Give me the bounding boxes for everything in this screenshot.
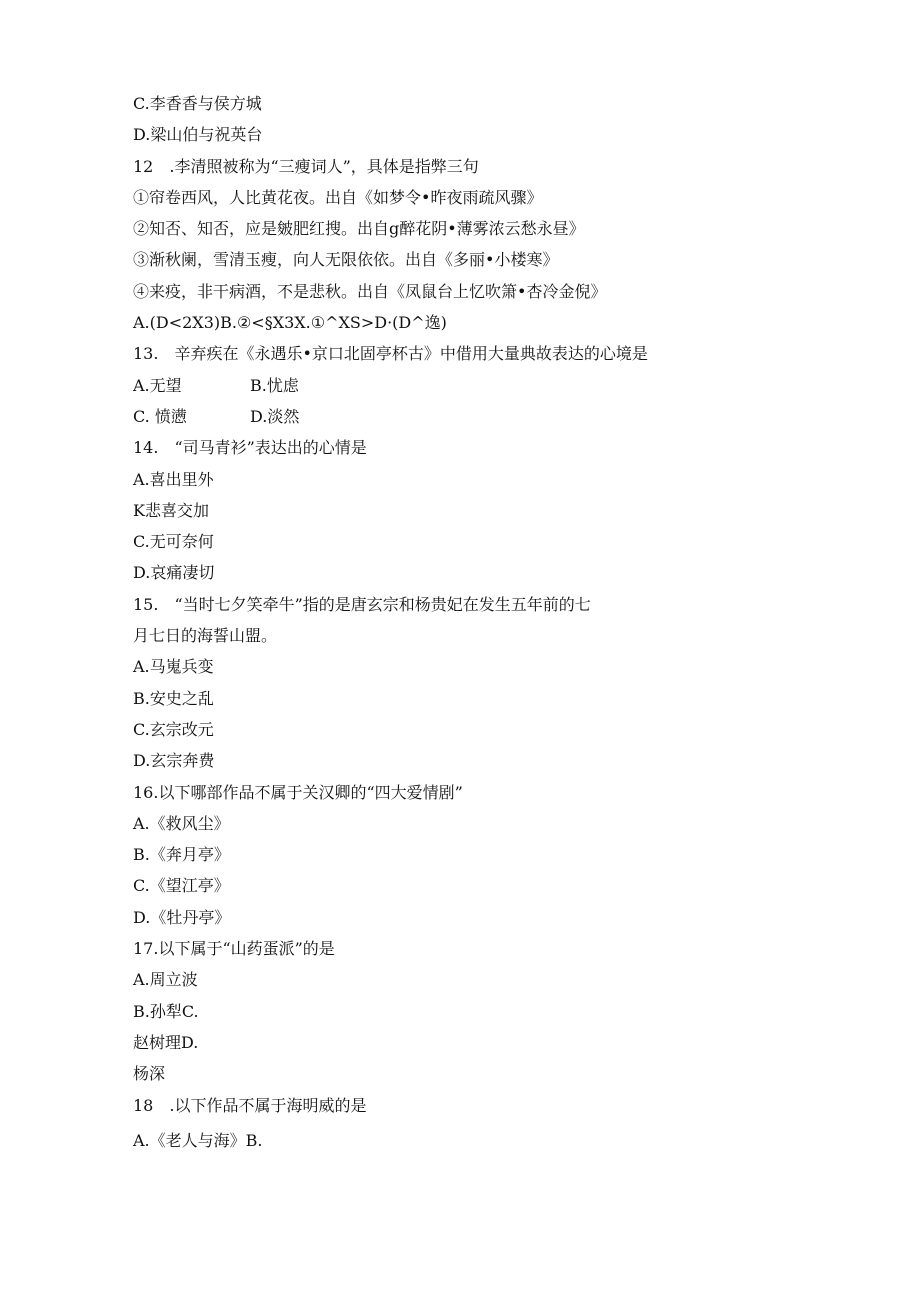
q16-stem: 16.以下哪部作品不属于关汉卿的“四大爱情剧” (133, 782, 463, 802)
q15-option-c: C.玄宗改元 (133, 719, 214, 739)
q17-option-c: 赵树理D. (133, 1032, 199, 1052)
q13-option-c: C. 愤懑 (133, 406, 187, 426)
q13-options-row-2 (133, 405, 833, 436)
q12-options: A.(D<2X3)B.②<§X3X.①^XS>D·(D^逸) (133, 313, 447, 333)
q16-option-a: A.《救风尘》 (133, 813, 230, 833)
q14-option-b: K悲喜交加 (133, 500, 209, 520)
q14-stem: 14. “司马青衫”表达出的心情是 (133, 438, 367, 458)
q12-item-3: ③渐秋阑，雪清玉瘦，向人无限依依。出自《多丽•小楼寒》 (133, 250, 559, 270)
q15-option-b: B.安史之乱 (133, 688, 214, 708)
q13-option-a: A.无望 (133, 375, 182, 395)
q12-item-4: ④来疫，非干病酒，不是悲秋。出自《凤鼠台上忆吹箫•杏冷金倪》 (133, 281, 607, 301)
q16-option-c: C.《望江亭》 (133, 876, 230, 896)
q13-option-d: D.淡然 (250, 406, 300, 426)
q16-option-d: D.《牡丹亭》 (133, 907, 231, 927)
q11-option-c: C.李香香与侯方城 (133, 94, 262, 113)
q12-item-2: ②知否、知否，应是皴肥红搜。出自g醉花阴•薄雾浓云愁永昼》 (133, 219, 585, 239)
q17-stem: 17.以下属于“山药蛋派”的是 (133, 939, 335, 959)
q16-option-b: B.《奔月亭》 (133, 845, 230, 865)
q14-option-d: D.哀痛凄切 (133, 563, 215, 583)
q15-option-a: A.马嵬兵变 (133, 657, 214, 677)
q18-options: A.《老人与海》B. (133, 1130, 263, 1150)
q17-option-b: B.孙犁C. (133, 1001, 199, 1021)
q18-stem: 18 .以下作品不属于海明威的是 (133, 1095, 367, 1115)
q17-option-d: 杨深 (133, 1064, 166, 1084)
q13-option-b: B.忧虑 (250, 375, 299, 395)
q12-stem: 12 .李清照被称为“三瘦词人”，具体是指弊三句 (133, 156, 479, 176)
q13-stem: 13. 辛弃疾在《永遇乐•京口北固亭杯古》中借用大量典故表达的心境是 (133, 344, 648, 364)
question-list (133, 92, 833, 1160)
q17-option-a: A.周立波 (133, 970, 198, 990)
q14-option-c: C.无可奈何 (133, 532, 214, 552)
q12-item-1: ①帘卷西风，人比黄花夜。出自《如梦令•昨夜雨疏风骤》 (133, 187, 543, 207)
q15-stem-line-1: 15. “当时七夕笑牵牛”指的是唐玄宗和杨贵妃在发生五年前的七 (133, 594, 591, 614)
q14-option-a: A.喜出里外 (133, 469, 214, 489)
q11-option-d: D.梁山伯与祝英台 (133, 125, 263, 145)
q15-stem-line-2: 月七日的海誓山盟。 (133, 626, 278, 646)
q13-options-row-1 (133, 374, 833, 405)
q15-option-d: D.玄宗奔费 (133, 751, 215, 771)
